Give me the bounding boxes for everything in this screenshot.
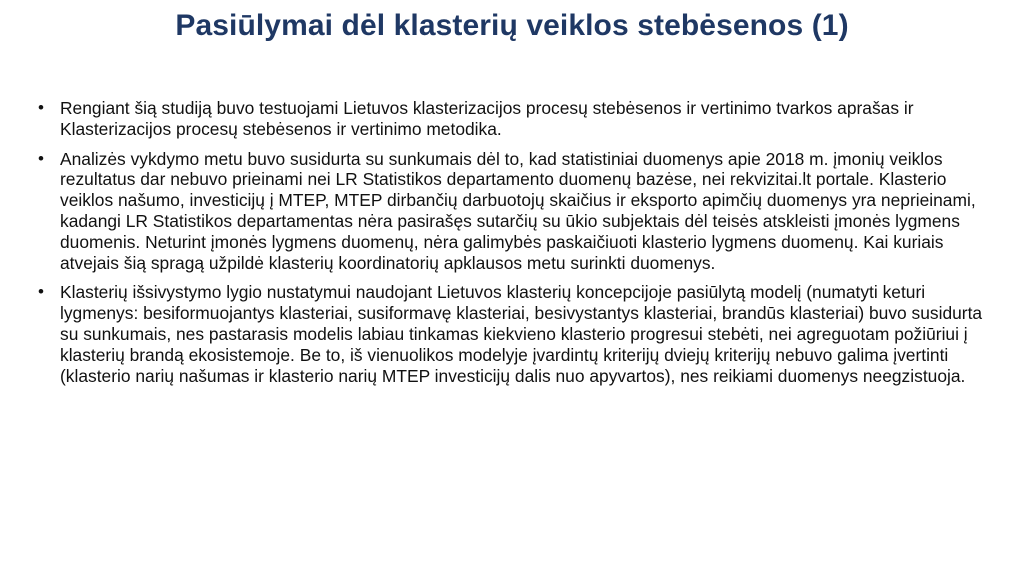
bullet-text: Rengiant šią studiją buvo testuojami Lietuvos klasterizacijos procesų stebėsenos ir vertinimo tvarkos aprašas ir Klasterizacijos procesų stebėsenos ir vertinimo metodika. <box>60 98 914 139</box>
slide-title: Pasiūlymai dėl klasterių veiklos stebėsenos (1) <box>175 9 849 42</box>
bullet-item <box>38 282 998 386</box>
bullet-icon: • <box>38 98 44 117</box>
bullet-text: Analizės vykdymo metu buvo susidurta su sunkumais dėl to, kad statistiniai duomenys apie 2018 m. įmonių veiklos rezultatus dar nebuvo prieinami nei LR Statistikos departamento duomenų bazėse, nei rekvizitai.lt portale. Klasterio veiklos našumo, investicijų į MTEP, MTEP dirbančių darbuotojų skaičius ir eksporto apimčių duomenys yra neprieinami, kadangi LR Statistikos departamentas nėra pasirašęs sutarčių su ūkio subjektais dėl teisės atskleisti įmonės lygmens duomenis. Neturint įmonės lygmens duomenų, nėra galimybės paskaičiuoti klasterio lygmens duomenų. Kai kuriais atvejais šią spragą užpildė klasterių koordinatorių apklausos metu surinkti duomenys. <box>60 148 976 273</box>
bullet-text: Klasterių išsivystymo lygio nustatymui naudojant Lietuvos klasterių koncepcijoje pasiūlytą modelį (numatyti keturi lygmenys: besiformuojantys klasteriai, susiformavę klasteriai, besivystantys klasteriai, brandūs klasteriai) buvo susidurta su sunkumais, nes pastarasis modelis labiau tinkamas kiekvieno klasterio progresui stebėti, nei agreguotam požiūriui į klasterių brandą ekosistemoje. Be to, iš vienuolikos modelyje įvardintų kriterijų dviejų kriterijų nebuvo galima įvertinti (klasterio narių našumas ir klasterio narių MTEP investicijų dalis nuo apyvartos), nes reikiami duomenys neegzistuoja. <box>60 282 983 386</box>
bullet-icon: • <box>38 148 44 168</box>
bullet-list <box>38 98 998 395</box>
bullet-icon: • <box>38 282 44 302</box>
bullet-item <box>38 98 998 140</box>
bullet-item <box>38 149 998 274</box>
